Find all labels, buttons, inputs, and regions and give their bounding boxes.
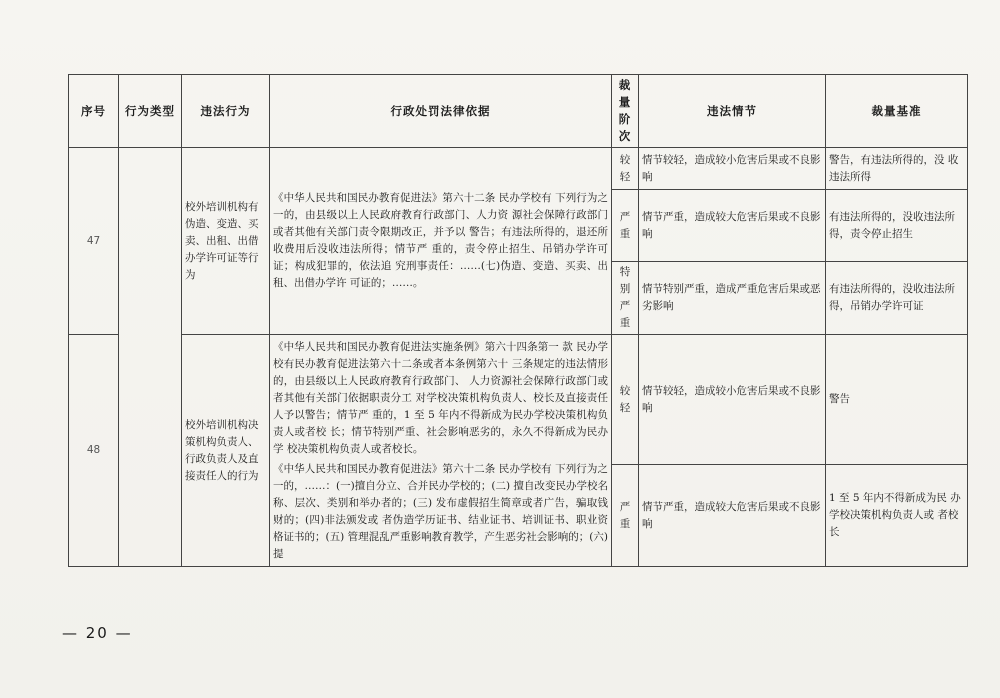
circumstance-cell: 情节严重，造成较大危害后果或不良影响 bbox=[639, 190, 826, 262]
standard-cell: 有违法所得的，没收违法所得，责令停止招生 bbox=[826, 190, 968, 262]
behavior-type bbox=[119, 148, 182, 567]
standard-cell: 1 至 5 年内不得新成为民 办学校决策机构负责人或 者校长 bbox=[826, 465, 968, 567]
circumstance-cell: 情节较轻，造成较小危害后果或不良影响 bbox=[639, 335, 826, 465]
standard-cell: 有违法所得的，没收违法所得，吊销办学许可证 bbox=[826, 262, 968, 335]
penalty-table bbox=[68, 74, 968, 567]
legal-basis-text: 《中华人民共和国民办教育促进法》第六十二条 民办学校有 下列行为之一的，……：(一)擅自分立、合并民办学校的；(二) 擅自改变民办学校名称、层次、类别和举办者的；(三) 发布虚假招生简章或者广告，骗取钱财的；(四)非法颁发或 者伪造学历证书、结业证书、培训证书、职业资格证书的；(五) 管理混乱严重影响教育教学，产生恶劣社会影响的；(六)提 bbox=[273, 462, 608, 560]
violation-act: 校外培训机构决策机构负责人、行政负责人及直接责任人的行为 bbox=[182, 335, 270, 567]
page-number: — 20 — bbox=[62, 624, 133, 642]
level-cell: 较轻 bbox=[612, 148, 639, 190]
table-row bbox=[69, 148, 968, 190]
row-number: 47 bbox=[69, 148, 119, 335]
circumstance-cell: 情节较轻，造成较小危害后果或不良影响 bbox=[639, 148, 826, 190]
level-cell: 严重 bbox=[612, 465, 639, 567]
header-standard: 裁量基准 bbox=[826, 75, 968, 148]
header-basis: 行政处罚法律依据 bbox=[270, 75, 612, 148]
table-row bbox=[69, 335, 968, 465]
level-cell: 特别严重 bbox=[612, 262, 639, 335]
header-circumstance: 违法情节 bbox=[639, 75, 826, 148]
header-type: 行为类型 bbox=[119, 75, 182, 148]
header-act: 违法行为 bbox=[182, 75, 270, 148]
header-level: 裁量阶次 bbox=[612, 75, 639, 148]
level-cell: 严重 bbox=[612, 190, 639, 262]
level-cell: 较轻 bbox=[612, 335, 639, 465]
legal-basis-text: 《中华人民共和国民办教育促进法实施条例》第六十四条第一 款 民办学校有民办教育促进法第六十二条或者本条例第六十 三条规定的违法情形的，由县级以上人民政府教育行政部门、 人力资源社会保障行政部门或者其他有关部门依据职责分工 对学校决策机构负责人、校长及直接责任人予以警告；情节严 重的，1 至 5 年内不得新成为民办学校决策机构负责人或者校 长；情节特别严重、社会影响恶劣的，永久不得新成为民办学 校决策机构负责人或者校长。 bbox=[273, 340, 608, 455]
circumstance-cell: 情节严重，造成较大危害后果或不良影响 bbox=[639, 465, 826, 567]
circumstance-cell: 情节特别严重，造成严重危害后果或恶劣影响 bbox=[639, 262, 826, 335]
legal-basis bbox=[270, 335, 612, 567]
header-no: 序号 bbox=[69, 75, 119, 148]
violation-act: 校外培训机构有伪造、变造、买卖、出租、出借办学许可证等行为 bbox=[182, 148, 270, 335]
table-header-row bbox=[69, 75, 968, 148]
legal-basis-text: 《中华人民共和国民办教育促进法》第六十二条 民办学校有 下列行为之一的，由县级以上人民政府教育行政部门、人力资 源社会保障行政部门或者其他有关部门责令限期改正，并予以 警告；有违法所得的，退还所收费用后没收违法所得；情节严 重的，责令停止招生、吊销办学许可证；构成犯罪的，依法追 究刑事责任：……(七)伪造、变造、买卖、出租、出借办学许 可证的；……。 bbox=[273, 192, 608, 289]
legal-basis bbox=[270, 148, 612, 335]
standard-cell: 警告，有违法所得的，没 收违法所得 bbox=[826, 148, 968, 190]
row-number: 48 bbox=[69, 335, 119, 567]
standard-cell: 警告 bbox=[826, 335, 968, 465]
